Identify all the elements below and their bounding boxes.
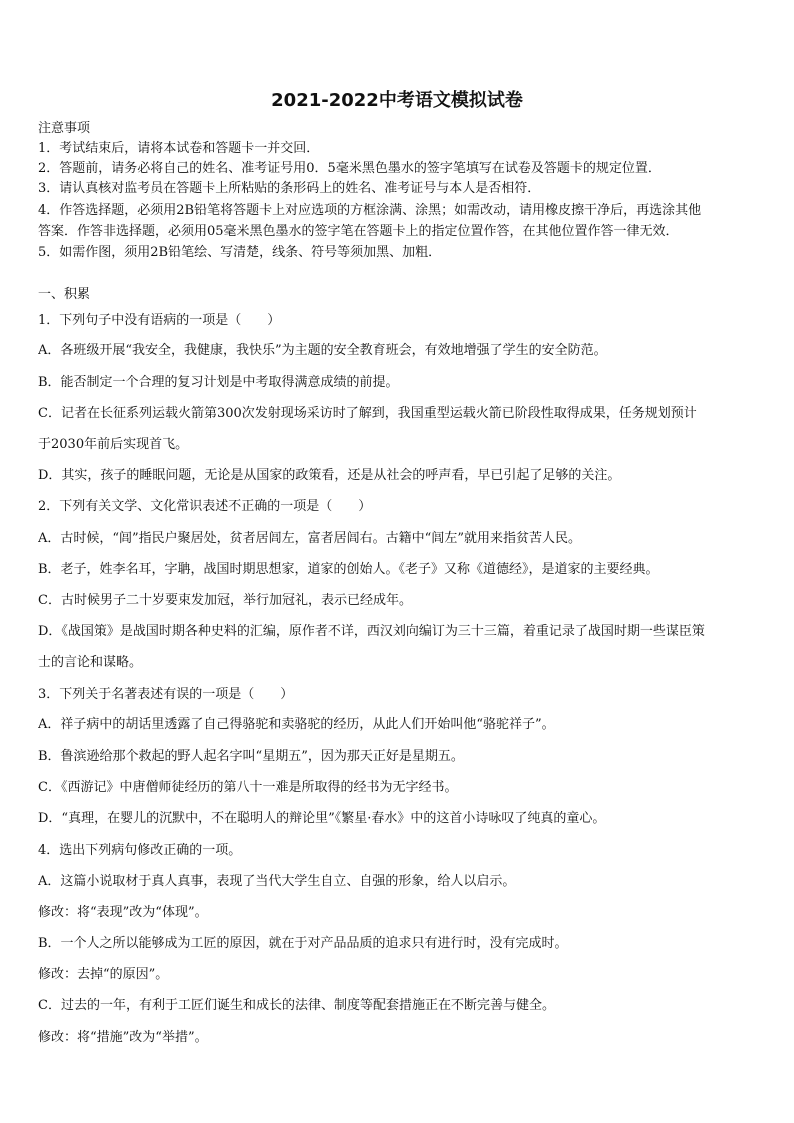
question-line: B．鲁滨逊给那个救起的野人起名字叫“星期五”，因为那天正好是星期五。 — [38, 749, 464, 764]
question-line: 3．下列关于名著表述有误的一项是（ ） — [38, 687, 294, 702]
notice-item: 3．请认真核对监考员在答题卡上所粘贴的条形码上的姓名、准考证号与本人是否相符． — [38, 181, 541, 196]
notice-item: 5．如需作图，须用2B铅笔绘、写清楚，线条、符号等须加黑、加粗． — [38, 245, 442, 260]
notice-item: 2．答题前，请务必将自己的姓名、准考证号用0．5毫米黑色墨水的签字笔填写在试卷及答题卡的规定位置． — [38, 161, 661, 176]
page-title: 2021-2022中考语文模拟试卷 — [271, 90, 523, 111]
question-line: B．能否制定一个合理的复习计划是中考取得满意成绩的前提。 — [38, 375, 399, 390]
question-line: 士的言论和谋略。 — [38, 655, 143, 670]
notice-item: 4．作答选择题，必须用2B铅笔将答题卡上对应选项的方框涂满、涂黑；如需改动，请用橡皮擦干净后，再选涂其他 — [38, 203, 702, 218]
question-line: 修改：去掉“的原因”。 — [38, 967, 169, 982]
question-line: A．各班级开展“我安全，我健康，我快乐”为主题的安全教育班会，有效地增强了学生的安全防范。 — [38, 343, 607, 358]
question-line: A．古时候，“闾”指民户聚居处，贫者居闾左，富者居闾右。古籍中“闾左”就用来指贫苦人民。 — [38, 531, 581, 546]
question-line: A．这篇小说取材于真人真事，表现了当代大学生自立、自强的形象，给人以启示。 — [38, 874, 516, 889]
notice-item: 1．考试结束后，请将本试卷和答题卡一并交回． — [38, 141, 320, 156]
question-line: C．过去的一年，有利于工匠们诞生和成长的法律、制度等配套措施正在不断完善与健全。 — [38, 998, 555, 1013]
question-line: C．《西游记》中唐僧师徒经历的第八十一难是所取得的经书为无字经书。 — [38, 780, 458, 795]
question-line: D．其实，孩子的睡眠问题，无论是从国家的政策看，还是从社会的呼声看，早已引起了足够的关注。 — [38, 468, 621, 483]
question-line: B．一个人之所以能够成为工匠的原因，就在于对产品品质的追求只有进行时，没有完成时。 — [38, 936, 568, 951]
question-line: 修改：将“表现”改为“体现”。 — [38, 905, 208, 920]
section-heading: 一、积累 — [38, 287, 91, 302]
question-line: B．老子，姓李名耳，字聃，战国时期思想家，道家的创始人。《老子》又称《道德经》，是道家的主要经典。 — [38, 562, 659, 577]
question-line: C．古时候男子二十岁要束发加冠，举行加冠礼，表示已经成年。 — [38, 593, 412, 608]
question-line: 2．下列有关文学、文化常识表述不正确的一项是（ ） — [38, 499, 372, 514]
question-line: A．祥子病中的胡话里透露了自己得骆驼和卖骆驼的经历，从此人们开始叫他“骆驼祥子”。 — [38, 717, 555, 732]
question-line: 4．选出下列病句修改正确的一项。 — [38, 843, 242, 858]
notice-heading: 注意事项 — [38, 121, 91, 136]
question-line: D．“真理，在婴儿的沉默中，不在聪明人的辩论里”《繁星·春水》中的这首小诗咏叹了纯真的童心。 — [38, 811, 606, 826]
notice-item: 答案．作答非选择题，必须用05毫米黑色墨水的签字笔在答题卡上的指定位置作答，在其他位置作答一律无效． — [38, 224, 679, 239]
question-line: 于2030年前后实现首飞。 — [38, 437, 189, 452]
question-line: 修改：将“措施”改为“举措”。 — [38, 1030, 208, 1045]
question-line: C．记者在长征系列运载火箭第300次发射现场采访时了解到，我国重型运载火箭已阶段性取得成果，任务规划预计 — [38, 406, 697, 421]
question-line: D．《战国策》是战国时期各种史料的汇编，原作者不详，西汉刘向编订为三十三篇，着重记录了战国时期一些谋臣策 — [38, 624, 705, 639]
question-line: 1．下列句子中没有语病的一项是（ ） — [38, 313, 281, 328]
